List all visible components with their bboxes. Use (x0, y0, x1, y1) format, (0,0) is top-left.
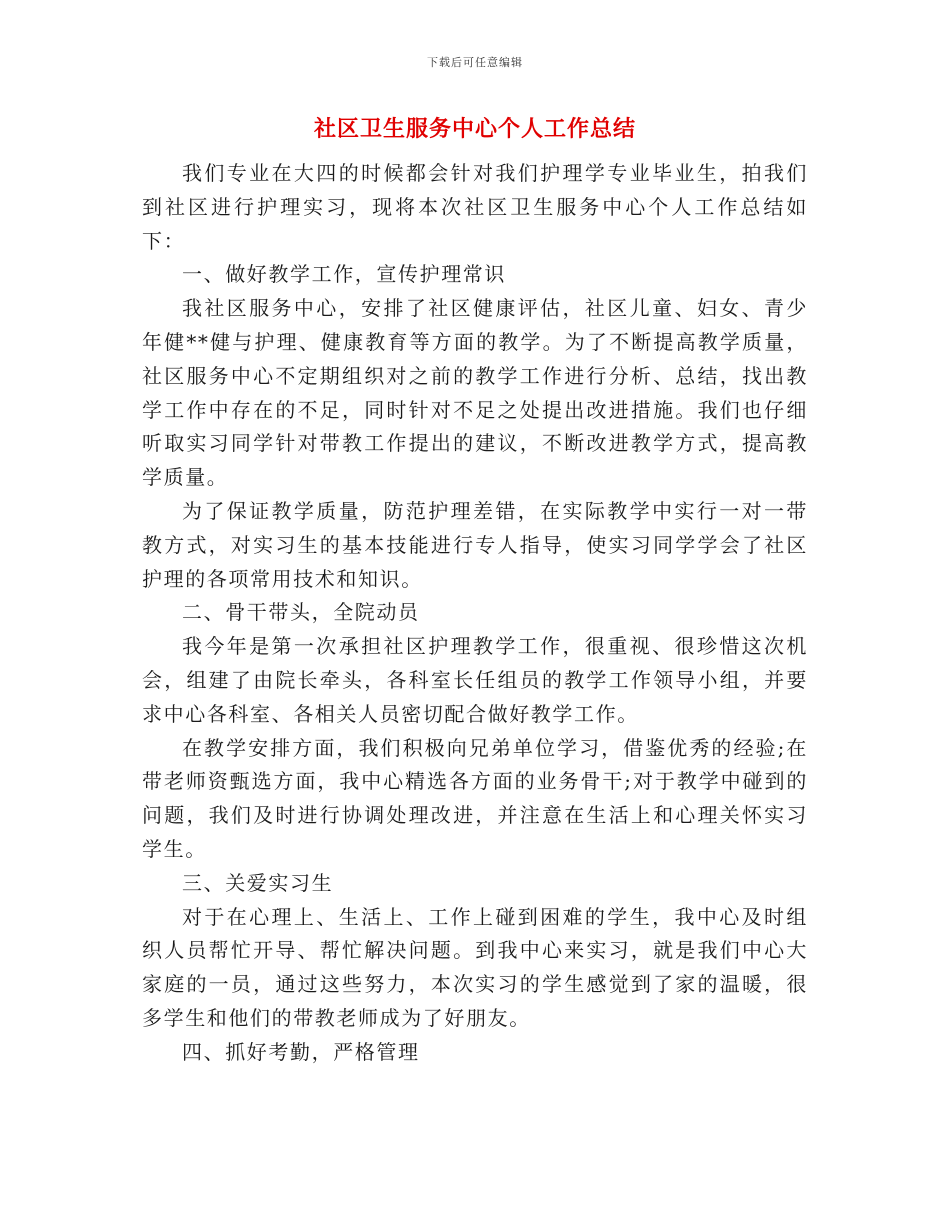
intro-paragraph: 我们专业在大四的时候都会针对我们护理学专业毕业生，拍我们到社区进行护理实习，现将本次社区卫生服务中心个人工作总结如下： (142, 161, 808, 253)
section-heading-1: 一、做好教学工作，宣传护理常识 (182, 262, 506, 287)
body-paragraph: 对于在心理上、生活上、工作上碰到困难的学生，我中心及时组织人员帮忙开导、帮忙解决问题。到我中心来实习，就是我们中心大家庭的一员，通过这些努力，本次实习的学生感觉到了家的温暖，很多学生和他们的带教老师成为了好朋友。 (142, 904, 808, 1030)
section-heading-4: 四、抓好考勤，严格管理 (182, 1039, 420, 1064)
header-note: 下载后可任意编辑 (427, 56, 523, 69)
body-paragraph: 我今年是第一次承担社区护理教学工作，很重视、很珍惜这次机会，组建了由院长牵头，各科室长任组员的教学工作领导小组，并要求中心各科室、各相关人员密切配合做好教学工作。 (142, 634, 808, 726)
document-title: 社区卫生服务中心个人工作总结 (313, 116, 636, 142)
document-body (142, 157, 808, 1070)
section-heading-3: 三、关爱实习生 (182, 870, 334, 895)
section-heading-2: 二、骨干带头，全院动员 (182, 600, 420, 625)
body-paragraph: 我社区服务中心，安排了社区健康评估，社区儿童、妇女、青少年健**健与护理、健康教育等方面的教学。为了不断提高教学质量，社区服务中心不定期组织对之前的教学工作进行分析、总结，找出教学工作中存在的不足，同时针对不足之处提出改进措施。我们也仔细听取实习同学针对带教工作提出的建议，不断改进教学方式，提高教学质量。 (142, 296, 808, 490)
body-paragraph: 在教学安排方面，我们积极向兄弟单位学习，借鉴优秀的经验;在带老师资甄选方面，我中心精选各方面的业务骨干;对于教学中碰到的问题，我们及时进行协调处理改进，并注意在生活上和心理关怀实习学生。 (142, 735, 808, 861)
body-paragraph: 为了保证教学质量，防范护理差错，在实际教学中实行一对一带教方式，对实习生的基本技能进行专人指导，使实习同学学会了社区护理的各项常用技术和知识。 (142, 498, 808, 591)
